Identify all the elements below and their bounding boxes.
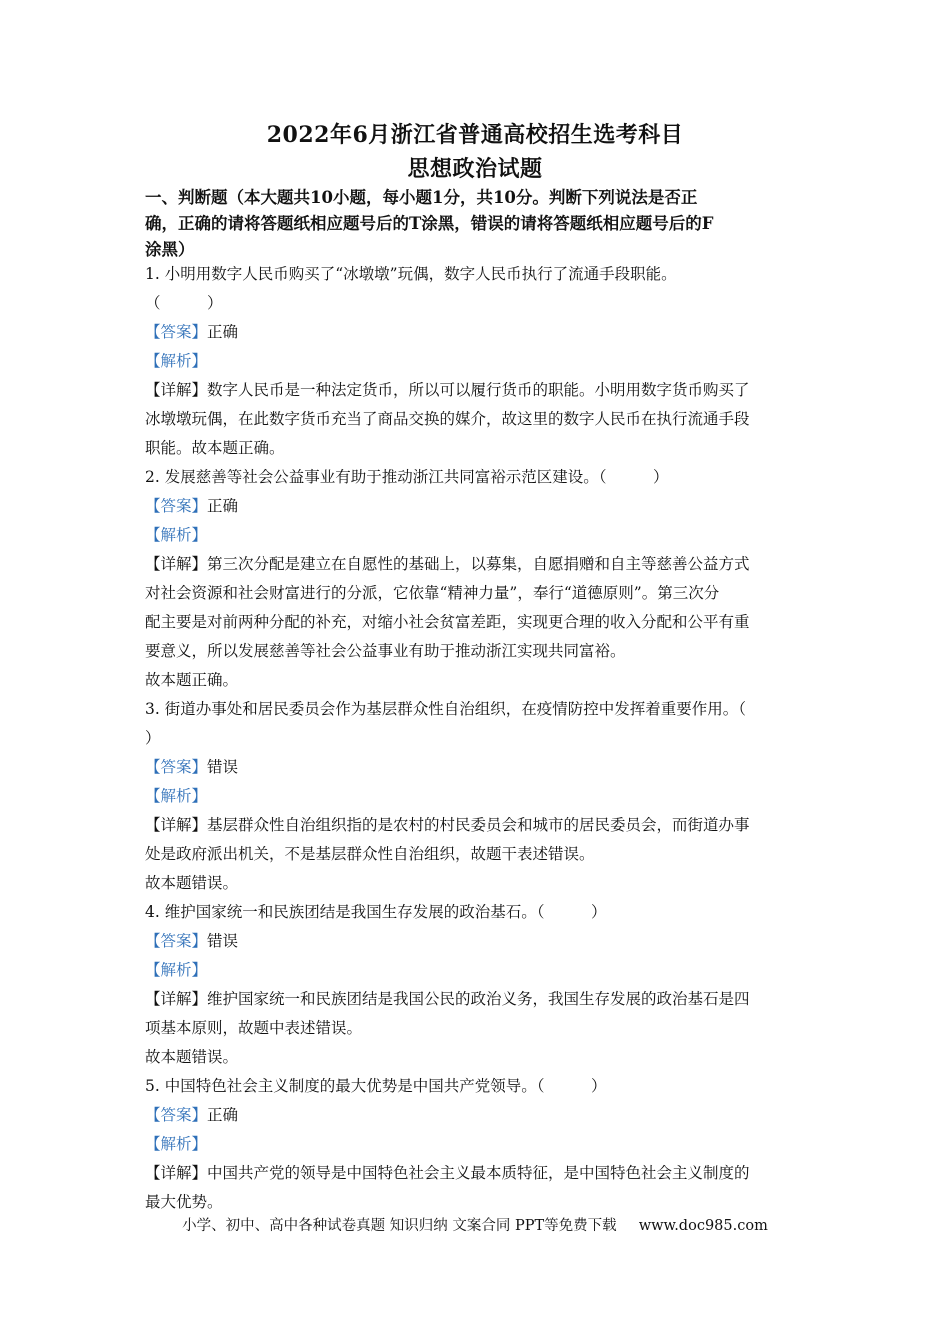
q4-detail-line1 bbox=[145, 989, 815, 1009]
footer-promo: 小学、初中、高中各种试卷真题 知识归纳 文案合同 PPT等免费下载 bbox=[182, 1218, 617, 1234]
q4-analysis bbox=[145, 960, 815, 980]
q5-detail-line2: 最大优势。 bbox=[145, 1193, 223, 1211]
q3-stem-end: ） bbox=[145, 729, 161, 747]
q5-analysis bbox=[145, 1134, 815, 1154]
detail-tag: 【详解】 bbox=[145, 381, 208, 399]
section-heading-line3: 涂黑） bbox=[145, 240, 195, 259]
q3-detail-line1 bbox=[145, 815, 815, 835]
q3-analysis bbox=[145, 786, 815, 806]
q3-answer bbox=[145, 757, 815, 777]
q1-answer bbox=[145, 322, 815, 342]
q2-detail-line2: 对社会资源和社会财富进行的分派，它依靠“精神力量”，奉行“道德原则”。第三次分 bbox=[145, 584, 720, 602]
section-heading-line1: 一、判断题（本大题共10小题，每小题1分，共10分。判断下列说法是否正 bbox=[145, 188, 698, 207]
q2-answer-value: 正确 bbox=[207, 497, 239, 515]
q1-detail-line1 bbox=[145, 380, 815, 400]
footer-site-link[interactable]: www.doc985.com bbox=[638, 1218, 768, 1234]
section-heading-line2: 确，正确的请将答题纸相应题号后的T涂黑，错误的请将答题纸相应题号后的F bbox=[145, 214, 714, 233]
detail-tag: 【详解】 bbox=[145, 555, 208, 573]
page-subtitle: 思想政治试题 bbox=[407, 156, 543, 182]
q1-detail-line3: 职能。故本题正确。 bbox=[145, 439, 285, 457]
q3-detail-line2: 处是政府派出机关，不是基层群众性自治组织，故题干表述错误。 bbox=[145, 845, 595, 863]
answer-tag: 【答案】 bbox=[145, 932, 208, 950]
q4-detail-text1: 维护国家统一和民族团结是我国公民的政治义务，我国生存发展的政治基石是四 bbox=[207, 990, 750, 1008]
q5-detail-line1 bbox=[145, 1163, 815, 1183]
q2-detail-line4: 要意义，所以发展慈善等社会公益事业有助于推动浙江实现共同富裕。 bbox=[145, 642, 626, 660]
analysis-tag: 【解析】 bbox=[145, 1135, 208, 1153]
q5-answer bbox=[145, 1105, 815, 1125]
q4-detail-line2: 项基本原则，故题中表述错误。 bbox=[145, 1019, 363, 1037]
detail-tag: 【详解】 bbox=[145, 1164, 208, 1182]
q2-stem: 2. 发展慈善等社会公益事业有助于推动浙江共同富裕示范区建设。（ ） bbox=[145, 468, 669, 486]
q3-stem: 3. 街道办事处和居民委员会作为基层群众性自治组织，在疫情防控中发挥着重要作用。（ bbox=[145, 700, 746, 718]
page-title: 2022年6月浙江省普通高校招生选考科目 bbox=[266, 122, 684, 148]
analysis-tag: 【解析】 bbox=[145, 787, 208, 805]
q4-stem: 4. 维护国家统一和民族团结是我国生存发展的政治基石。（ ） bbox=[145, 903, 607, 921]
page-footer bbox=[0, 1214, 950, 1235]
q5-stem: 5. 中国特色社会主义制度的最大优势是中国共产党领导。（ ） bbox=[145, 1077, 607, 1095]
q2-conclusion: 故本题正确。 bbox=[145, 671, 239, 689]
q1-blank: （ ） bbox=[145, 294, 223, 312]
q1-analysis bbox=[145, 351, 815, 371]
q2-answer bbox=[145, 496, 815, 516]
q1-detail-line2: 冰墩墩玩偶，在此数字货币充当了商品交换的媒介，故这里的数字人民币在执行流通手段 bbox=[145, 410, 750, 428]
q2-detail-line3: 配主要是对前两种分配的补充，对缩小社会贫富差距，实现更合理的收入分配和公平有重 bbox=[145, 613, 750, 631]
q3-detail-text1: 基层群众性自治组织指的是农村的村民委员会和城市的居民委员会，而街道办事 bbox=[207, 816, 750, 834]
analysis-tag: 【解析】 bbox=[145, 526, 208, 544]
q1-answer-value: 正确 bbox=[207, 323, 239, 341]
answer-tag: 【答案】 bbox=[145, 497, 208, 515]
answer-tag: 【答案】 bbox=[145, 758, 208, 776]
q2-analysis bbox=[145, 525, 815, 545]
q3-conclusion: 故本题错误。 bbox=[145, 874, 239, 892]
q4-answer-value: 错误 bbox=[207, 932, 239, 950]
q4-conclusion: 故本题错误。 bbox=[145, 1048, 239, 1066]
answer-tag: 【答案】 bbox=[145, 1106, 208, 1124]
q5-detail-text1: 中国共产党的领导是中国特色社会主义最本质特征，是中国特色社会主义制度的 bbox=[207, 1164, 750, 1182]
q2-detail-line1 bbox=[145, 554, 815, 574]
q5-answer-value: 正确 bbox=[207, 1106, 239, 1124]
detail-tag: 【详解】 bbox=[145, 816, 208, 834]
q1-stem: 1. 小明用数字人民币购买了“冰墩墩”玩偶，数字人民币执行了流通手段职能。 bbox=[145, 265, 677, 283]
q1-detail-text1: 数字人民币是一种法定货币，所以可以履行货币的职能。小明用数字货币购买了 bbox=[207, 381, 750, 399]
q2-detail-text1: 第三次分配是建立在自愿性的基础上，以募集，自愿捐赠和自主等慈善公益方式 bbox=[207, 555, 750, 573]
detail-tag: 【详解】 bbox=[145, 990, 208, 1008]
q3-answer-value: 错误 bbox=[207, 758, 239, 776]
analysis-tag: 【解析】 bbox=[145, 961, 208, 979]
answer-tag: 【答案】 bbox=[145, 323, 208, 341]
q4-answer bbox=[145, 931, 815, 951]
analysis-tag: 【解析】 bbox=[145, 352, 208, 370]
